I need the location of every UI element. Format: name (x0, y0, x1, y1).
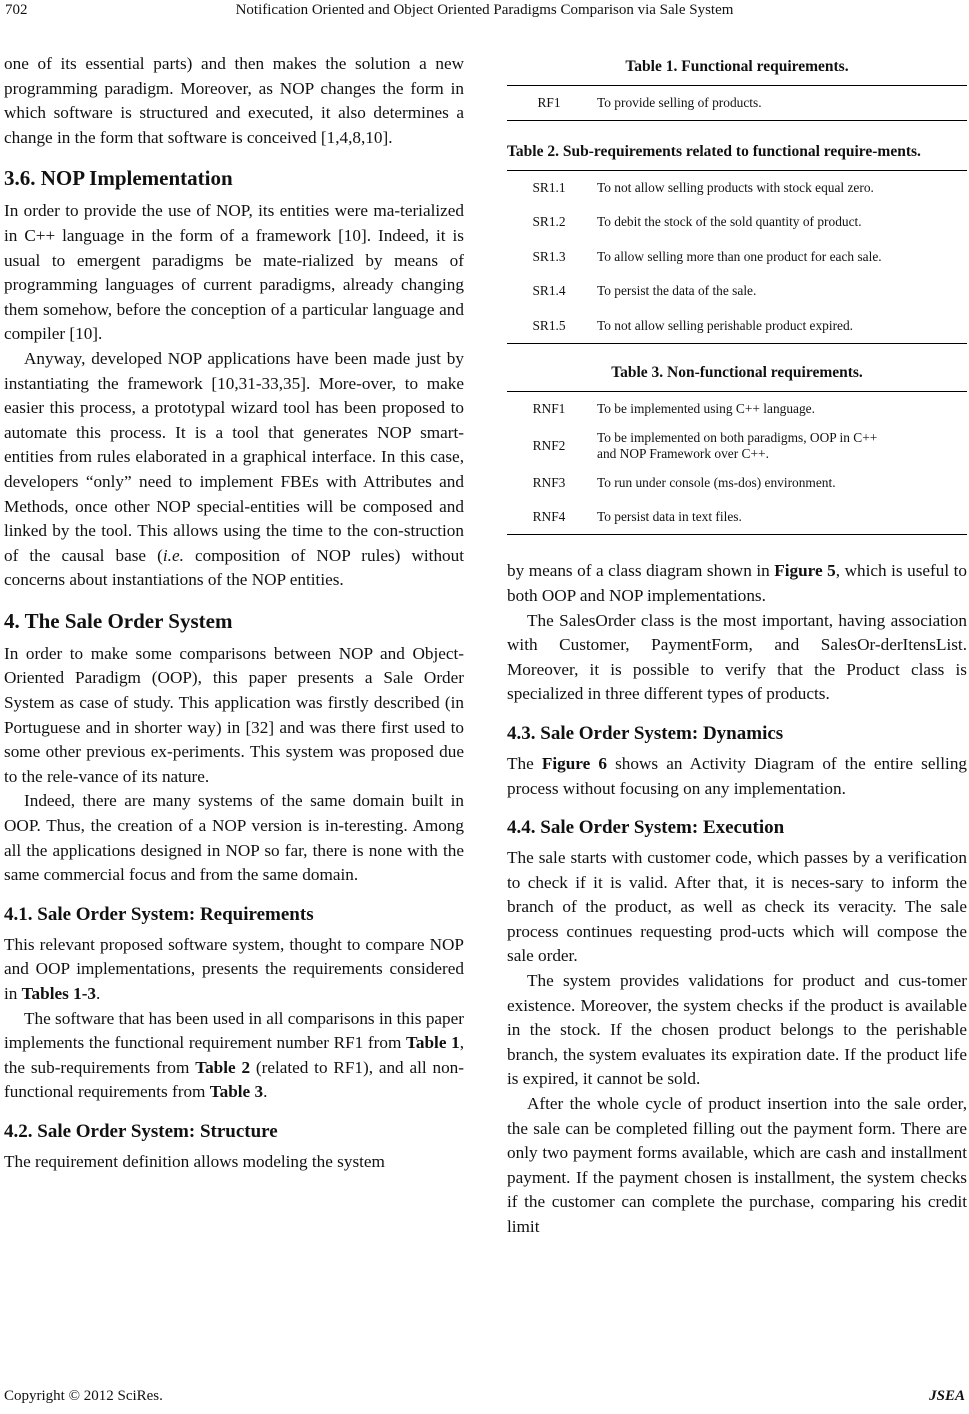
copyright-notice: Copyright © 2012 SciRes. (4, 1388, 163, 1404)
running-title: Notification Oriented and Object Oriented Paradigms Comparison via Sale System (235, 2, 734, 18)
table-cell-text: To debit the stock of the sold quantity of product. (597, 213, 862, 229)
right-column (507, 52, 967, 1240)
table-cell-text: To provide selling of products. (597, 94, 762, 110)
paragraph-3-6-a: In order to provide the use of NOP, its entities were ma-terialized in C++ language in the form of a framework [10]. Indeed, it is usual to emergent paradigms be mate-rialized by means of programming languages of current paradigms, already changing them somehow, before the conception of a particular language and compiler [10]. (4, 201, 464, 344)
table-row (507, 205, 967, 240)
section-heading-4: 4. The Sale Order System (4, 608, 233, 633)
table-row (507, 170, 967, 205)
table-cell-text: To allow selling more than one product for each sale. (597, 248, 882, 264)
paragraph-4-4-a: The sale starts with customer code, which passes by a verification to check if it is valid. After that, it is neces-sary to inform the branch of the product, as well as check its veracity. The sale process continues requesting prod-ucts which will compose the sale order. (507, 848, 967, 966)
table-cell-text: To run under console (ms-dos) environment. (597, 474, 836, 490)
paragraph-4-1-a: This relevant proposed software system, thought to compare NOP and OOP implementations, presents the requirements considered in Tables 1-3. (4, 934, 464, 1003)
section-heading-4-1: 4.1. Sale Order System: Requirements (4, 903, 314, 925)
table-row (507, 466, 967, 501)
table-cell-code: SR1.2 (532, 213, 566, 229)
table-cell-code: SR1.4 (532, 283, 566, 299)
table-row (507, 274, 967, 309)
table-cell-text: To not allow selling perishable product expired. (597, 317, 854, 333)
paragraph-4-4-c: After the whole cycle of product insertion into the sale order, the sale can be completed filling out the payment form. There are only two payment forms available, which are cash and installment payment. If the payment chosen is installment, the system checks if the customer can complete the purchase, comparing his credit limit (507, 1094, 967, 1236)
left-column (4, 52, 464, 1175)
table-cell-text: To persist data in text files. (597, 509, 742, 525)
section-heading-4-3: 4.3. Sale Order System: Dynamics (507, 722, 784, 744)
table-cell-text: To persist the data of the sale. (597, 283, 757, 299)
table-cell-text: To be implemented using C++ language. (597, 400, 815, 416)
table-1 (507, 85, 967, 121)
section-heading-4-4: 4.4. Sale Order System: Execution (507, 817, 785, 839)
paragraph-3-6-b: Anyway, developed NOP applications have been made just by instantiating the framework [10,31-33,35]. More-over, to make easier this process, a prototypal wizard tool has been proposed to automate this process. It is a tool that generates NOP smart-entities from rules elaborated in a graphical interface. In this case, developers “only” need to implement FBEs with Attributes and Methods, once other NOP special-entities will be composed and linked by the tool. This allows using the time to the con-struction of the causal base (i.e. composition of NOP rules) without concerns about instantiations of the NOP entities. (4, 348, 464, 590)
paragraph-4-2: The requirement definition allows modeling the system (4, 1151, 385, 1171)
paragraph-4-1-b: The software that has been used in all comparisons in this paper implements the functional requirement number RF1 from Table 1, the sub-requirements from Table 2 (related to RF1), and all non-functional requirements from Table 3. (4, 1008, 464, 1102)
table-row (507, 500, 967, 535)
table-cell-code: RNF2 (532, 437, 566, 453)
table-2 (507, 170, 967, 344)
paragraph-4-b: Indeed, there are many systems of the same domain built in OOP. Thus, the creation of a NOP version is in-teresting. Among all the applications designed in NOP so far, there is none with the same commercial focus and from the same domain. (4, 791, 464, 885)
paragraph-4-3: The Figure 6 shows an Activity Diagram of the entire selling process without focusing on any implementation. (507, 753, 968, 798)
table-row (507, 86, 967, 121)
table-cell-code: SR1.5 (532, 317, 566, 333)
section-heading-4-2: 4.2. Sale Order System: Structure (4, 1120, 278, 1142)
table-row (507, 426, 967, 466)
table-3-caption: Table 3. Non-functional requirements. (611, 363, 863, 381)
table-cell-code: SR1.3 (532, 248, 566, 264)
table-cell-code: RNF4 (532, 509, 566, 525)
journal-abbreviation: JSEA (929, 1388, 965, 1404)
table-3 (507, 391, 967, 536)
table-2-caption: Table 2. Sub-requirements related to functional require-ments. (507, 142, 921, 160)
paragraph-4-a: In order to make some comparisons between NOP and Object-Oriented Paradigm (OOP), this paper presents a Sale Order System as case of study. This application was firstly described (in Portuguese and in shorter way) in [32] and was there first used to some other previous ex-periments. This system was proposed due to the rele-vance of its nature. (4, 643, 464, 786)
table-1-caption: Table 1. Functional requirements. (625, 58, 849, 75)
table-cell-code: RNF3 (532, 474, 566, 490)
table-row (507, 308, 967, 343)
section-heading-3-6: 3.6. NOP Implementation (4, 166, 233, 191)
table-cell-text: To not allow selling products with stock equal zero. (597, 179, 874, 195)
table-cell-text: To be implemented on both paradigms, OOP in C++ and NOP Framework over C++. (597, 429, 878, 461)
page-number: 702 (5, 2, 28, 18)
table-row (507, 239, 967, 274)
table-cell-code: RNF1 (532, 400, 566, 416)
table-cell-code: RF1 (537, 94, 561, 110)
paragraph-4-4-b: The system provides validations for product and cus-tomer existence. Moreover, the system checks if the product is available in the stock. If the chosen product belongs to the perishable branch, the system evaluates its expiration date. If the product life is expired, it cannot be sold. (507, 971, 967, 1089)
table-row (507, 391, 967, 426)
paragraph-intro: one of its essential parts) and then makes the solution a new programming paradigm. Moreover, as NOP changes the form in which software is structured and executed, it also determines a change in the form that software is conceived [1,4,8,10]. (4, 54, 464, 147)
table-cell-code: SR1.1 (532, 179, 566, 195)
paragraph-4-2-cont: by means of a class diagram shown in Figure 5, which is useful to both OOP and NOP implementations. (507, 561, 967, 605)
paragraph-4-2-b: The SalesOrder class is the most important, having association with Customer, PaymentForm, and SalesOr-derItensList. Moreover, it is possible to verify that the Product class is specialized in three different types of products. (507, 610, 967, 704)
